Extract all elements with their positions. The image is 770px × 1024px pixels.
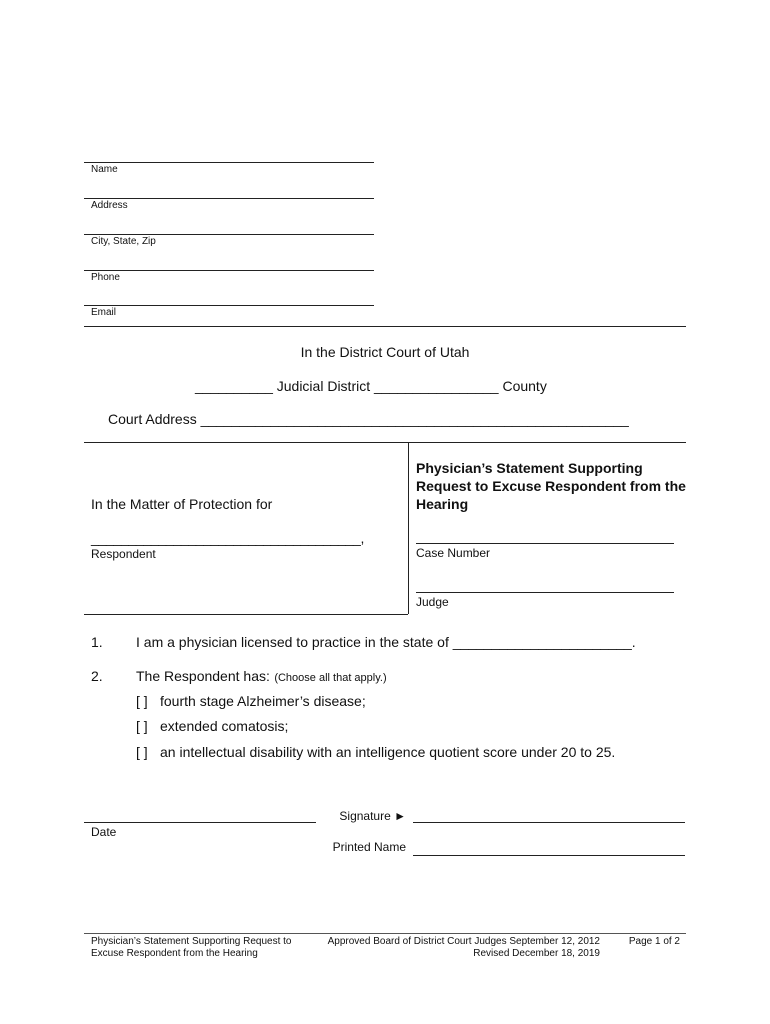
name-label: Name [91,164,118,175]
court-address-line: Court Address _______________________________________________________ [108,411,629,427]
item-2-note: (Choose all that apply.) [274,672,387,684]
footer-form-name [91,936,292,960]
caption-bottom-rule [84,614,408,615]
district-line: __________ Judicial District ________________ County [195,378,547,394]
court-title: In the District Court of Utah [300,344,470,360]
form-title: Physician’s Statement Supporting Request to Excuse Respondent from the Hearing [416,460,686,512]
judge-label: Judge [416,595,449,609]
item-2-text: The Respondent has: [136,668,270,684]
footer-approval [300,936,600,960]
case-number-label: Case Number [416,546,491,560]
option-alzheimers[interactable] [136,693,366,709]
checkbox-intellectual-disability[interactable]: [ ] [136,744,148,760]
signature-label: Signature ► [339,809,406,823]
footer-page-number: Page 1 of 2 [628,936,680,947]
date-label: Date [91,825,117,839]
checkbox-alzheimers[interactable]: [ ] [136,693,148,709]
city-state-zip-label: City, State, Zip [91,236,156,247]
respondent-blank[interactable]: ____________________________________, [91,530,365,546]
item-1-number: 1. [91,634,103,650]
matter-label: In the Matter of Protection for [91,496,273,512]
item-1-text: I am a physician licensed to practice in the state of _______________________. [136,634,636,650]
option-intellectual-disability-text: an intellectual disability with an intelligence quotient score under 20 to 25. [160,744,616,760]
date-field[interactable] [84,822,316,823]
header-divider [84,326,686,327]
phone-label: Phone [91,272,120,283]
footer-rule [84,933,686,934]
printed-name-label: Printed Name [332,840,406,854]
footer-center-line-1: Approved Board of District Court Judges September 12, 2012 [327,936,600,947]
email-label: Email [91,307,117,318]
checkbox-comatosis[interactable]: [ ] [136,718,148,734]
footer-left-line-2: Excuse Respondent from the Hearing [91,948,258,959]
item-2-number: 2. [91,668,103,684]
option-alzheimers-text: fourth stage Alzheimer’s disease; [160,693,366,709]
item-2-line [136,668,387,686]
option-comatosis[interactable] [136,718,288,734]
footer-center-line-2: Revised December 18, 2019 [473,948,600,959]
option-comatosis-text: extended comatosis; [160,718,289,734]
signature-field[interactable] [413,822,685,823]
printed-name-field[interactable] [413,855,685,856]
case-number-field[interactable] [416,543,674,544]
option-intellectual-disability[interactable] [136,744,615,760]
footer-left-line-1: Physician’s Statement Supporting Request to [91,936,292,947]
judge-field[interactable] [416,592,674,593]
caption-divider [408,442,409,614]
caption-top-rule [84,442,686,443]
respondent-label: Respondent [91,547,156,561]
address-label: Address [91,200,128,211]
